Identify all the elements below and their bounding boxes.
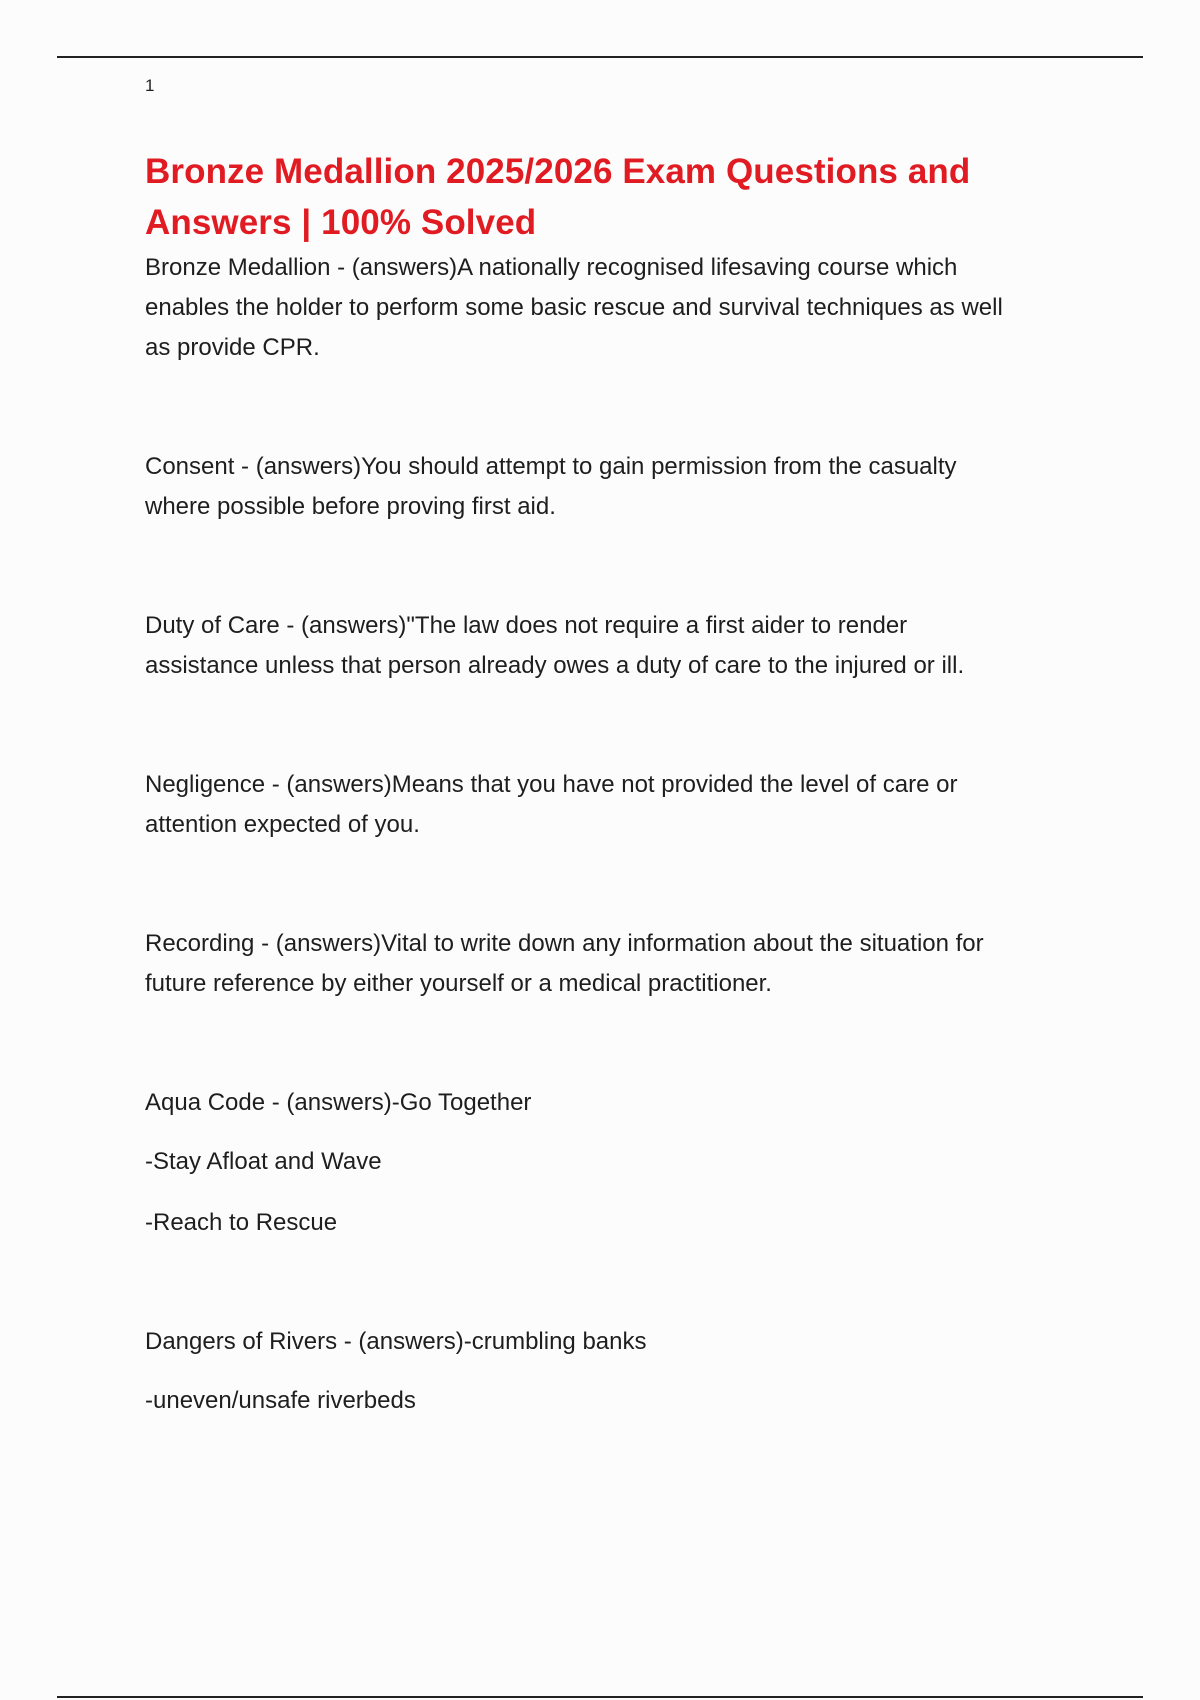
entry-list-item: -Reach to Rescue — [145, 1209, 338, 1236]
qa-entry-consent — [145, 447, 1095, 527]
entry-line: Bronze Medallion - (answers)A nationally recognised lifesaving course which — [145, 254, 958, 281]
qa-entry-dangers-of-rivers — [145, 1322, 1095, 1421]
document-title-line-1: Bronze Medallion 2025/2026 Exam Questions and — [145, 152, 971, 191]
footer-rule — [57, 1696, 1143, 1698]
entry-line: Aqua Code - (answers)-Go Together — [145, 1089, 532, 1116]
entry-spacer — [145, 1243, 1095, 1322]
entry-spacer — [145, 1004, 1095, 1083]
entry-spacer — [145, 686, 1095, 765]
entry-line: Negligence - (answers)Means that you have not provided the level of care or — [145, 771, 958, 798]
entry-line: where possible before proving first aid. — [145, 493, 556, 520]
entry-line: future reference by either yourself or a medical practitioner. — [145, 970, 772, 997]
entry-line: enables the holder to perform some basic rescue and survival techniques as well — [145, 294, 1003, 321]
entry-line: Recording - (answers)Vital to write down any information about the situation for — [145, 930, 984, 957]
entry-line: assistance unless that person already owes a duty of care to the injured or ill. — [145, 652, 965, 679]
page-number: 1 — [145, 76, 155, 95]
document-title — [145, 146, 1095, 248]
entry-line: as provide CPR. — [145, 334, 320, 361]
qa-entry-duty-of-care — [145, 606, 1095, 686]
qa-entry-recording — [145, 924, 1095, 1004]
document-body — [145, 146, 1095, 1421]
document-title-line-2: Answers | 100% Solved — [145, 203, 537, 242]
entry-line: attention expected of you. — [145, 811, 420, 838]
entry-line: Duty of Care - (answers)"The law does not require a first aider to render — [145, 612, 908, 639]
qa-entry-negligence — [145, 765, 1095, 845]
header-rule — [57, 56, 1143, 58]
entry-spacer — [145, 368, 1095, 447]
entry-spacer — [145, 845, 1095, 924]
qa-entry-aqua-code — [145, 1083, 1095, 1243]
entry-list-item: -uneven/unsafe riverbeds — [145, 1387, 416, 1414]
qa-entry-bronze-medallion — [145, 248, 1095, 368]
entry-spacer — [145, 527, 1095, 606]
entry-line: Dangers of Rivers - (answers)-crumbling banks — [145, 1328, 647, 1355]
entry-line: Consent - (answers)You should attempt to gain permission from the casualty — [145, 453, 957, 480]
entry-list-item: -Stay Afloat and Wave — [145, 1148, 382, 1175]
qa-entries — [145, 248, 1095, 1421]
